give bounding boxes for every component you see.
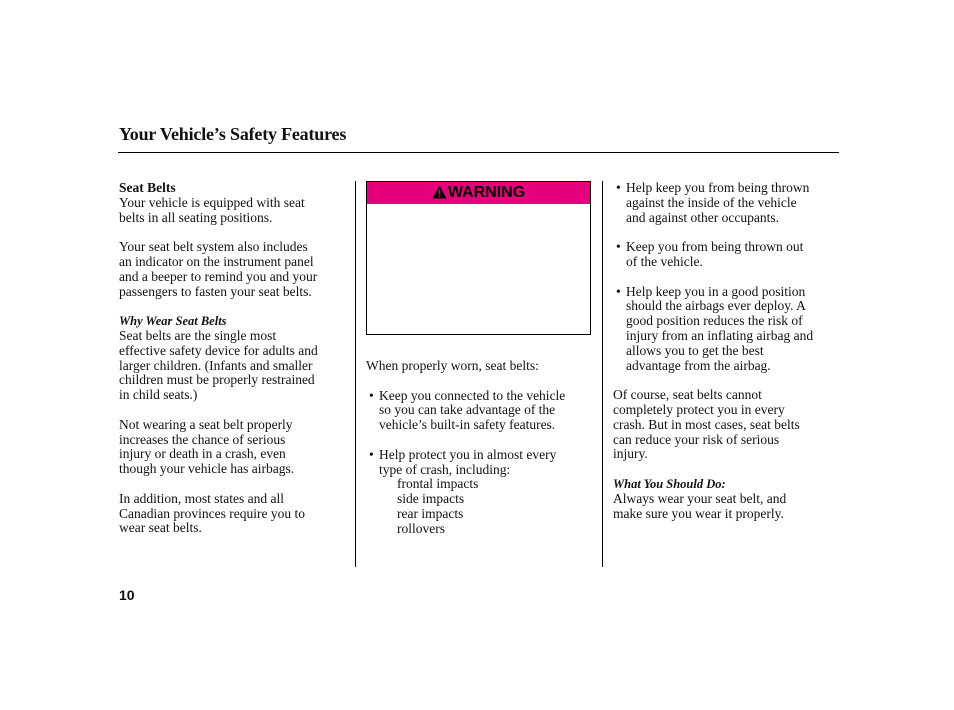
list-item bbox=[613, 240, 841, 270]
para-of-course bbox=[613, 388, 841, 462]
bullet-icon: • bbox=[616, 239, 621, 255]
text-line: vehicle’s built-in safety features. bbox=[379, 417, 556, 433]
header-rule bbox=[118, 152, 839, 153]
text-line: wear seat belts. bbox=[119, 520, 202, 536]
text-line: effective safety device for adults and bbox=[119, 342, 318, 358]
bullet-icon: • bbox=[369, 446, 374, 462]
para-indicator bbox=[119, 240, 349, 299]
text-line: and against other occupants. bbox=[626, 209, 779, 225]
warning-label: WARNING bbox=[447, 184, 526, 201]
column-3 bbox=[613, 181, 841, 521]
para-equipped bbox=[119, 196, 349, 226]
text-line: make sure you wear it properly. bbox=[613, 505, 784, 521]
text-line: Of course, seat belts cannot bbox=[613, 387, 762, 403]
text-line: belts in all seating positions. bbox=[119, 209, 273, 225]
text-line: crash. But in most cases, seat belts bbox=[613, 416, 800, 432]
text-line: should the airbags ever deploy. A bbox=[626, 298, 806, 314]
text-line: so you can take advantage of the bbox=[379, 402, 556, 418]
text-line: an indicator on the instrument panel bbox=[119, 253, 314, 269]
text-line: Your vehicle is equipped with seat bbox=[119, 194, 305, 210]
crash-type: frontal impacts bbox=[397, 476, 479, 492]
column-2 bbox=[366, 359, 598, 537]
text-line: Canadian provinces require you to bbox=[119, 505, 305, 521]
list-item bbox=[613, 285, 841, 374]
text-line: though your vehicle has airbags. bbox=[119, 461, 295, 477]
text-line: can reduce your risk of serious bbox=[613, 431, 780, 447]
list-item bbox=[366, 448, 598, 537]
text-line: Your seat belt system also includes bbox=[119, 239, 308, 255]
subheading-what: What You Should Do: bbox=[613, 476, 726, 491]
para-states bbox=[119, 492, 349, 536]
para-always bbox=[613, 492, 841, 522]
text-line: In addition, most states and all bbox=[119, 490, 284, 506]
text-line: Not wearing a seat belt properly bbox=[119, 416, 293, 432]
text-line: type of crash, including: bbox=[379, 461, 511, 477]
text-line: Help protect you in almost every bbox=[379, 446, 557, 462]
section-heading: Seat Belts bbox=[119, 180, 176, 195]
crash-type-list bbox=[379, 477, 598, 536]
text-line: Keep you from being thrown out bbox=[626, 239, 804, 255]
text-line: increases the chance of serious bbox=[119, 431, 286, 447]
text-line: children must be properly restrained bbox=[119, 372, 315, 388]
text-line: against the inside of the vehicle bbox=[626, 194, 797, 210]
intro-text: When properly worn, seat belts: bbox=[366, 358, 539, 373]
text-line: Always wear your seat belt, and bbox=[613, 490, 787, 506]
text-line: and a beeper to remind you and your bbox=[119, 268, 318, 284]
text-line: passengers to fasten your seat belts. bbox=[119, 283, 312, 299]
list-item bbox=[613, 181, 841, 225]
warning-triangle-icon bbox=[432, 185, 447, 199]
text-line: completely protect you in every bbox=[613, 401, 785, 417]
column-1 bbox=[119, 181, 349, 536]
text-line: Help keep you in a good position bbox=[626, 283, 806, 299]
warning-banner bbox=[367, 182, 590, 204]
warning-box bbox=[366, 181, 591, 335]
page-number: 10 bbox=[119, 587, 135, 603]
text-line: allows you to get the best bbox=[626, 342, 764, 358]
text-line: good position reduces the risk of bbox=[626, 313, 803, 329]
text-line: injury from an inflating airbag and bbox=[626, 327, 814, 343]
text-line: of the vehicle. bbox=[626, 253, 703, 269]
column-divider bbox=[602, 181, 603, 567]
crash-type: side impacts bbox=[397, 491, 465, 507]
bullet-icon: • bbox=[616, 283, 621, 299]
list-item bbox=[366, 389, 598, 433]
page-title: Your Vehicle’s Safety Features bbox=[119, 124, 347, 144]
para-effective bbox=[119, 329, 349, 403]
bullet-icon: • bbox=[616, 180, 621, 195]
text-line: Seat belts are the single most bbox=[119, 327, 277, 343]
text-line: injury. bbox=[613, 446, 648, 462]
subheading-why: Why Wear Seat Belts bbox=[119, 314, 227, 329]
text-line: injury or death in a crash, even bbox=[119, 446, 286, 462]
text-line: Help keep you from being thrown bbox=[626, 180, 810, 195]
text-line: in child seats.) bbox=[119, 387, 198, 403]
crash-type: rollovers bbox=[397, 520, 445, 536]
column-divider bbox=[355, 181, 356, 567]
crash-type: rear impacts bbox=[397, 505, 464, 521]
text-line: larger children. (Infants and smaller bbox=[119, 357, 313, 373]
para-not-wearing bbox=[119, 418, 349, 477]
text-line: advantage from the airbag. bbox=[626, 357, 771, 373]
bullet-icon: • bbox=[369, 387, 374, 403]
text-line: Keep you connected to the vehicle bbox=[379, 387, 566, 403]
